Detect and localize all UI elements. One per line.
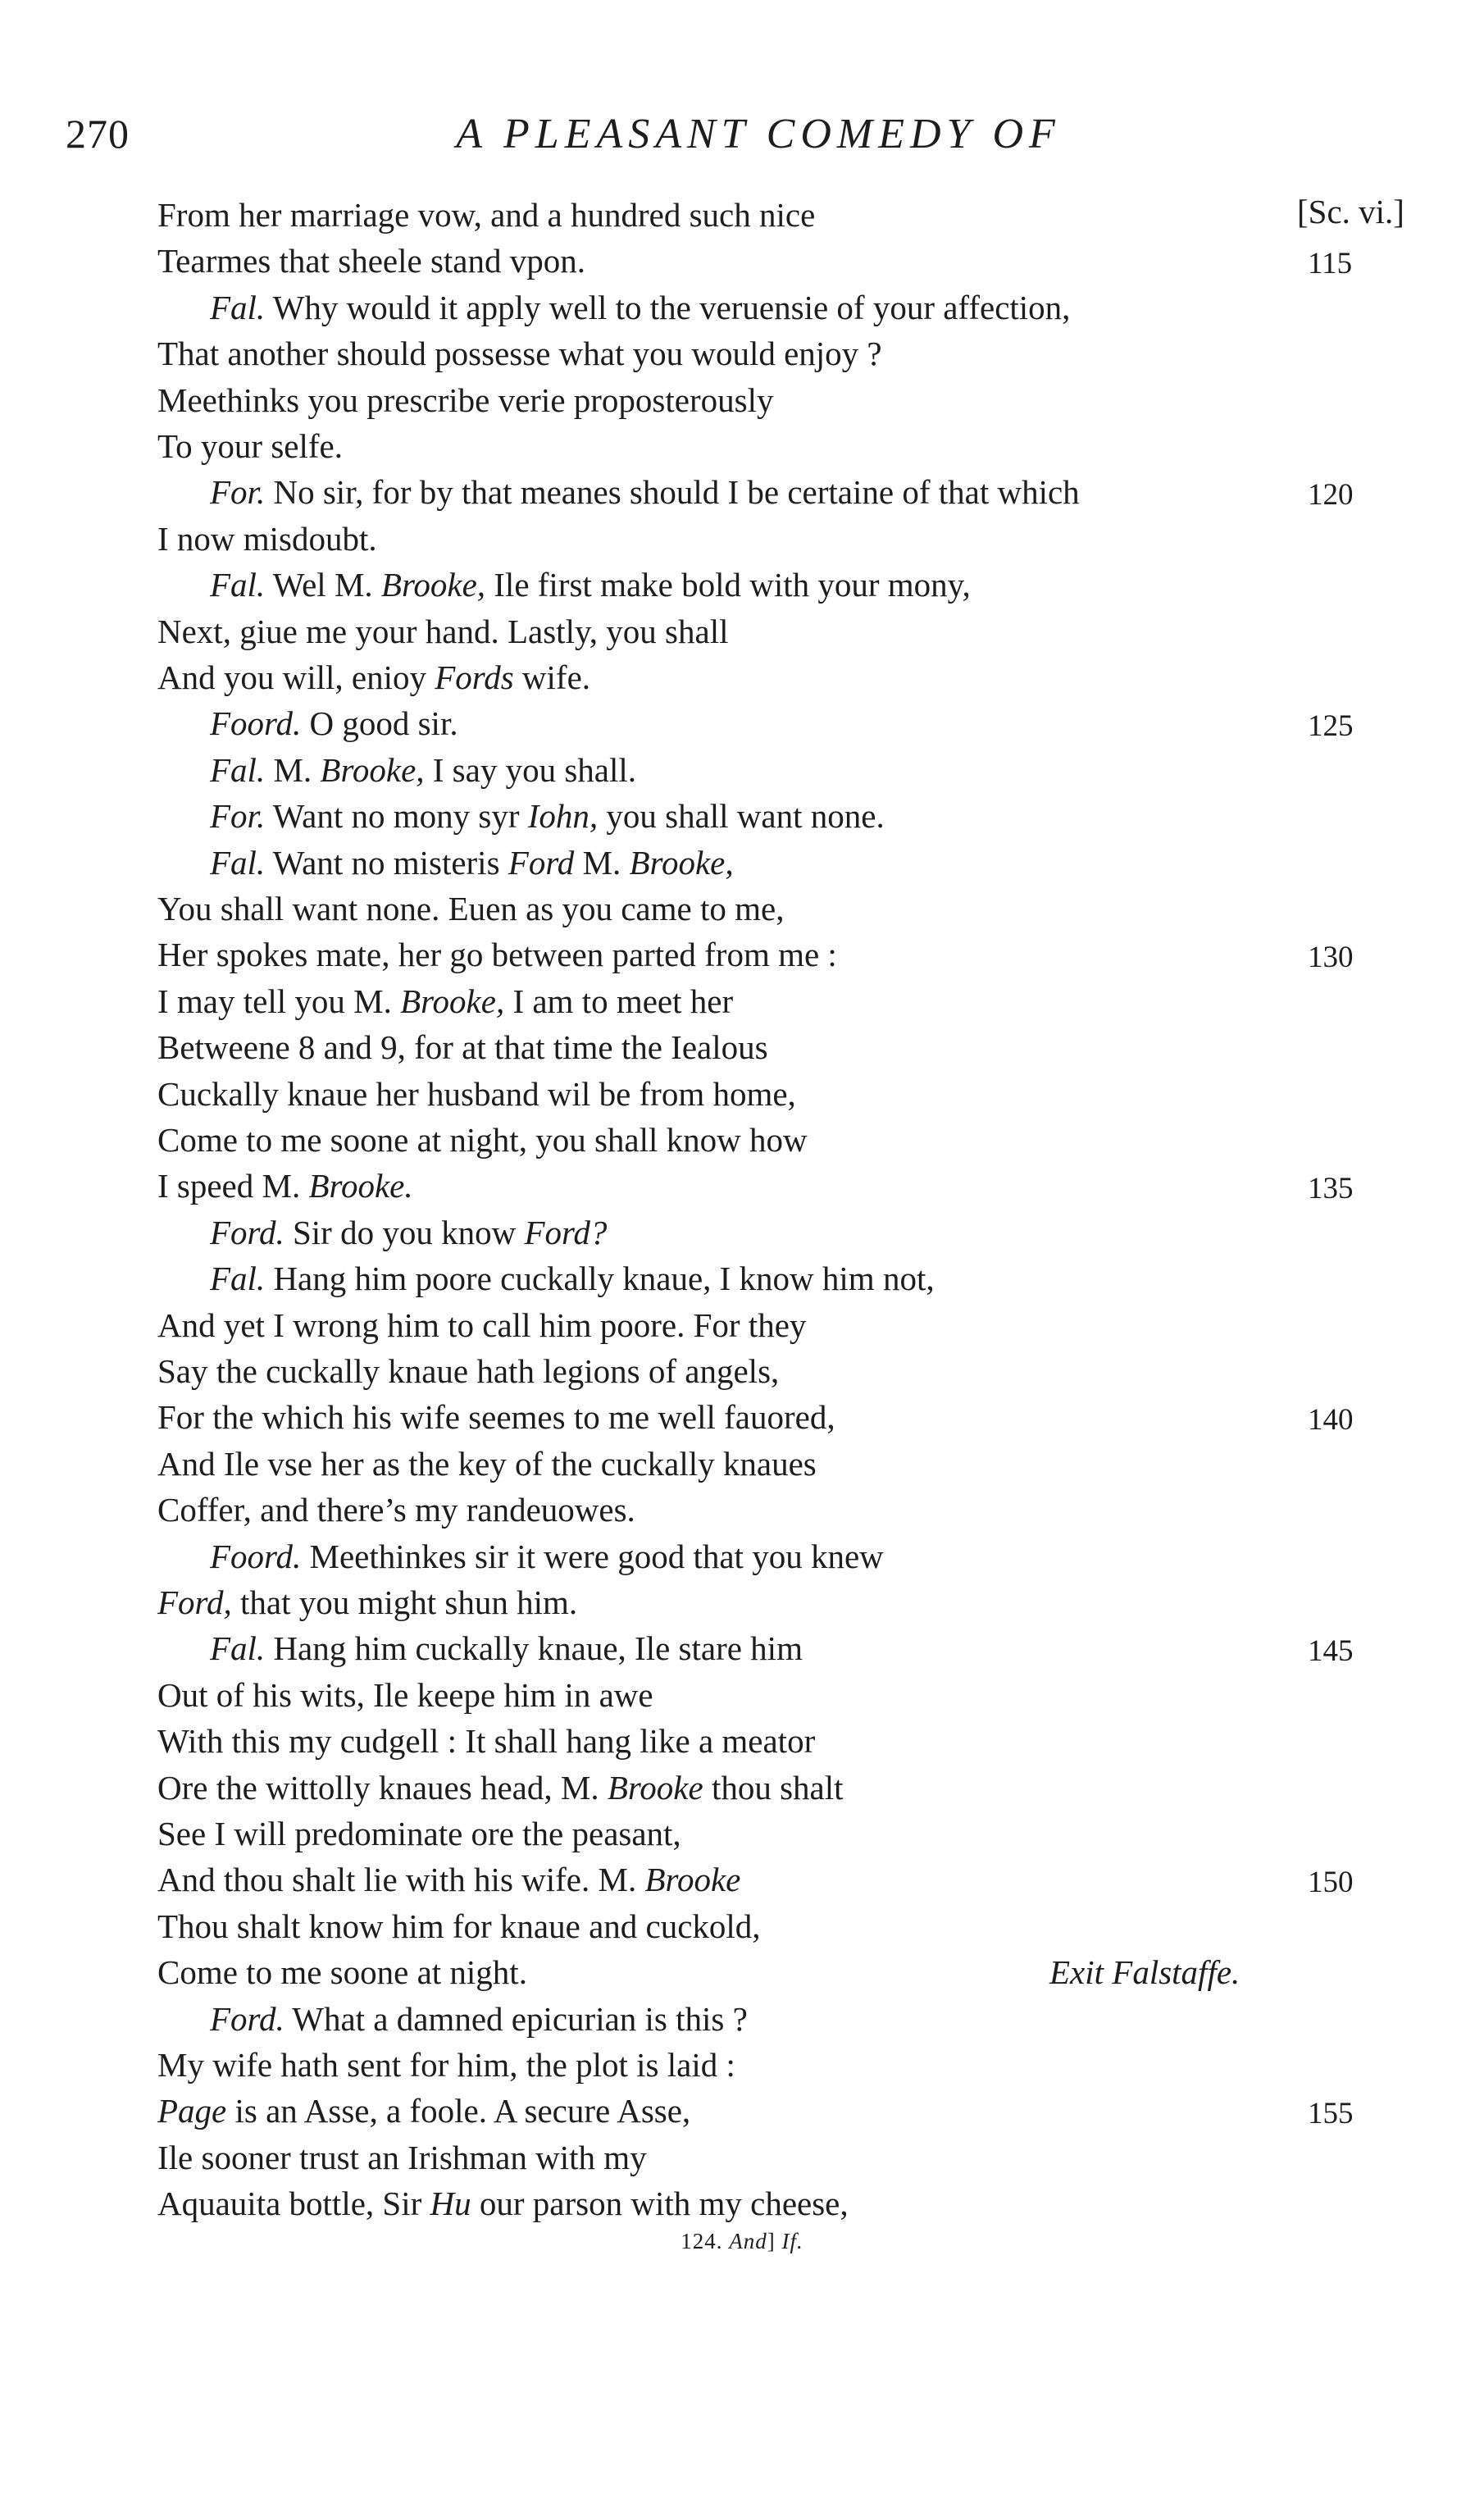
- text-line: [210, 472, 1080, 512]
- italic-text: Fords: [435, 658, 514, 696]
- line-text: I may tell you M.: [157, 982, 401, 1020]
- line-text: Meethinks you prescribe verie proposterously: [157, 380, 774, 419]
- line-number: 130: [1308, 941, 1354, 975]
- line-text: I say you shall.: [424, 750, 637, 789]
- text-line: [157, 1444, 817, 1483]
- line-text: Ile sooner trust an Irishman with my: [157, 2138, 647, 2176]
- line-number: 150: [1308, 1866, 1354, 1900]
- running-title: A PLEASANT COMEDY OF: [456, 111, 1061, 157]
- line-text: Meethinkes sir it were good that you knew: [301, 1537, 884, 1575]
- italic-text: Brooke,: [629, 843, 734, 882]
- footnote-lemma: And: [729, 2229, 767, 2253]
- line-text: Why would it apply well to the veruensie of your affection,: [265, 288, 1071, 326]
- text-line: [210, 1537, 884, 1576]
- text-line: [157, 1120, 808, 1160]
- line-number: 135: [1308, 1172, 1354, 1206]
- speaker-name: Ford.: [210, 1999, 285, 2038]
- line-text: To your selfe.: [157, 427, 343, 465]
- line-text: For the which his wife seemes to me well fauored,: [157, 1398, 835, 1437]
- line-text: From her marriage vow, and a hundred such nice: [157, 196, 816, 234]
- text-line: [157, 1814, 681, 1853]
- line-text: Come to me soone at night, you shall know how: [157, 1121, 808, 1159]
- line-text: Ile first make bold with your mony,: [485, 566, 971, 604]
- line-text: And you will, enioy: [157, 658, 435, 696]
- stage-direction: Exit Falstaffe.: [1049, 1953, 1240, 1992]
- text-line: [157, 426, 343, 466]
- line-text: Thou shalt know him for knaue and cuckold,: [157, 1907, 761, 1945]
- line-text: you shall want none.: [598, 797, 885, 836]
- text-line: [210, 288, 1070, 327]
- line-number: 125: [1308, 709, 1354, 744]
- line-text: Come to me soone at night.: [157, 1953, 527, 1992]
- italic-text: Brooke.: [308, 1167, 413, 1205]
- speaker-name: Fal.: [210, 843, 266, 882]
- line-text: that you might shun him.: [231, 1583, 578, 1621]
- text-line: [157, 1074, 796, 1114]
- line-text: I now misdoubt.: [157, 519, 377, 558]
- text-line: [157, 1397, 835, 1437]
- line-text: Want no mony syr: [265, 797, 528, 836]
- italic-text: Ford: [508, 843, 575, 882]
- speaker-name: For.: [210, 473, 266, 512]
- speaker-name: Fal.: [210, 750, 266, 789]
- line-number: 155: [1308, 2097, 1354, 2131]
- italic-text: Brooke: [644, 1861, 741, 1899]
- scene-reference: [Sc. vi.]: [1297, 193, 1404, 230]
- text-line: [157, 1768, 844, 1807]
- line-text: our parson with my cheese,: [471, 2185, 849, 2223]
- line-text: M.: [574, 843, 630, 882]
- text-line: [157, 1166, 413, 1205]
- text-line: [210, 796, 885, 836]
- line-text: What a damned epicurian is this ?: [284, 1999, 748, 2038]
- text-line: [157, 1305, 806, 1345]
- text-line: [157, 1721, 815, 1761]
- text-line: [157, 935, 837, 974]
- footnote: [0, 2229, 1484, 2254]
- text-line: [157, 612, 728, 651]
- italic-text: Iohn,: [527, 797, 599, 836]
- text-line: [210, 843, 734, 882]
- line-text: O good sir.: [301, 704, 458, 743]
- line-text: See I will predominate ore the peasant,: [157, 1815, 681, 1852]
- italic-text: Brooke: [607, 1768, 703, 1807]
- line-text: I speed M.: [157, 1167, 309, 1205]
- footnote-bracket: ]: [767, 2229, 776, 2253]
- line-text: Next, giue me your hand. Lastly, you shall: [157, 612, 729, 650]
- line-text: Aquauita bottle, Sir: [157, 2185, 430, 2223]
- text-line: [157, 334, 882, 373]
- page-number: 270: [66, 111, 130, 157]
- text-line: [157, 2138, 647, 2177]
- text-line: [157, 1027, 768, 1067]
- text-line: [157, 380, 773, 420]
- line-text: wife.: [513, 658, 591, 696]
- line-text: I am to meet her: [504, 982, 734, 1020]
- line-text: Tearmes that sheele stand vpon.: [157, 242, 585, 280]
- text-line: [157, 2091, 690, 2130]
- speaker-name: Foord.: [210, 704, 302, 743]
- text-line: [157, 1675, 653, 1715]
- line-text: Say the cuckally knaue hath legions of angels,: [157, 1352, 780, 1390]
- line-text: My wife hath sent for him, the plot is laid :: [157, 2046, 735, 2084]
- italic-text: Brooke,: [400, 982, 505, 1020]
- line-text: Ore the wittolly knaues head, M.: [157, 1768, 608, 1807]
- italic-text: Ford?: [524, 1213, 608, 1251]
- speaker-name: Fal.: [210, 288, 266, 326]
- text-line: [157, 519, 377, 558]
- line-number: 120: [1308, 478, 1354, 513]
- text-line: [157, 241, 585, 280]
- line-text: Cuckally knaue her husband wil be from home,: [157, 1074, 796, 1113]
- text-line: [157, 1490, 635, 1529]
- italic-text: Brooke,: [380, 566, 486, 604]
- text-line: [210, 1629, 803, 1668]
- line-text: M.: [265, 750, 321, 789]
- text-line: [157, 2184, 849, 2223]
- text-line: [210, 1213, 607, 1252]
- italic-text: Hu: [430, 2185, 471, 2223]
- line-text: Hang him cuckally knaue, Ile stare him: [265, 1629, 803, 1668]
- line-text: Sir do you know: [284, 1213, 525, 1251]
- text-line: [157, 195, 815, 235]
- footnote-number: 124.: [681, 2229, 723, 2253]
- line-text: Wel M.: [265, 566, 381, 604]
- text-line: [157, 1351, 779, 1391]
- italic-text: Page: [157, 2092, 227, 2130]
- text-line: [157, 1860, 740, 1899]
- line-text: thou shalt: [703, 1768, 844, 1807]
- line-text: And Ile vse her as the key of the cuckally knaues: [157, 1444, 817, 1483]
- line-text: No sir, for by that meanes should I be certaine of that which: [265, 473, 1080, 512]
- text-line: [157, 982, 733, 1021]
- line-text: Her spokes mate, her go between parted from me :: [157, 936, 837, 974]
- line-number: 140: [1308, 1403, 1354, 1438]
- line-number: 145: [1308, 1634, 1354, 1669]
- text-line: [157, 658, 590, 697]
- speaker-name: Fal.: [210, 566, 266, 604]
- line-text: Want no misteris: [265, 843, 508, 882]
- speaker-name: Fal.: [210, 1260, 266, 1298]
- line-number: 115: [1308, 247, 1353, 281]
- line-text: Out of his wits, Ile keepe him in awe: [157, 1675, 653, 1714]
- line-text: You shall want none. Euen as you came to me,: [157, 890, 785, 927]
- line-text: And yet I wrong him to call him poore. For they: [157, 1305, 807, 1344]
- footnote-reading: If.: [781, 2229, 803, 2253]
- line-text: With this my cudgell : It shall hang like a meator: [157, 1722, 816, 1761]
- line-text: And thou shalt lie with his wife. M.: [157, 1861, 645, 1899]
- text-line: [210, 1999, 748, 2039]
- line-text: Hang him poore cuckally knaue, I know him not,: [265, 1260, 935, 1298]
- line-text: Coffer, and there’s my randeuowes.: [157, 1491, 635, 1529]
- text-line: [157, 1583, 577, 1622]
- italic-text: Brooke,: [320, 750, 425, 789]
- text-line: [210, 565, 971, 604]
- speaker-name: Foord.: [210, 1537, 302, 1575]
- line-text: That another should possesse what you would enjoy ?: [157, 335, 882, 373]
- speaker-name: Fal.: [210, 1629, 266, 1668]
- text-line: [210, 750, 636, 790]
- text-line: [210, 704, 458, 743]
- text-line: [157, 2045, 735, 2085]
- speaker-name: For.: [210, 797, 266, 836]
- text-line: [157, 889, 784, 928]
- text-line: [157, 1907, 761, 1946]
- text-line: [210, 1259, 935, 1298]
- text-line: [157, 1952, 527, 1992]
- line-text: is an Asse, a foole. A secure Asse,: [226, 2092, 691, 2130]
- line-text: Betweene 8 and 9, for at that time the Iealous: [157, 1028, 768, 1067]
- italic-text: Ford,: [157, 1583, 232, 1621]
- speaker-name: Ford.: [210, 1213, 285, 1251]
